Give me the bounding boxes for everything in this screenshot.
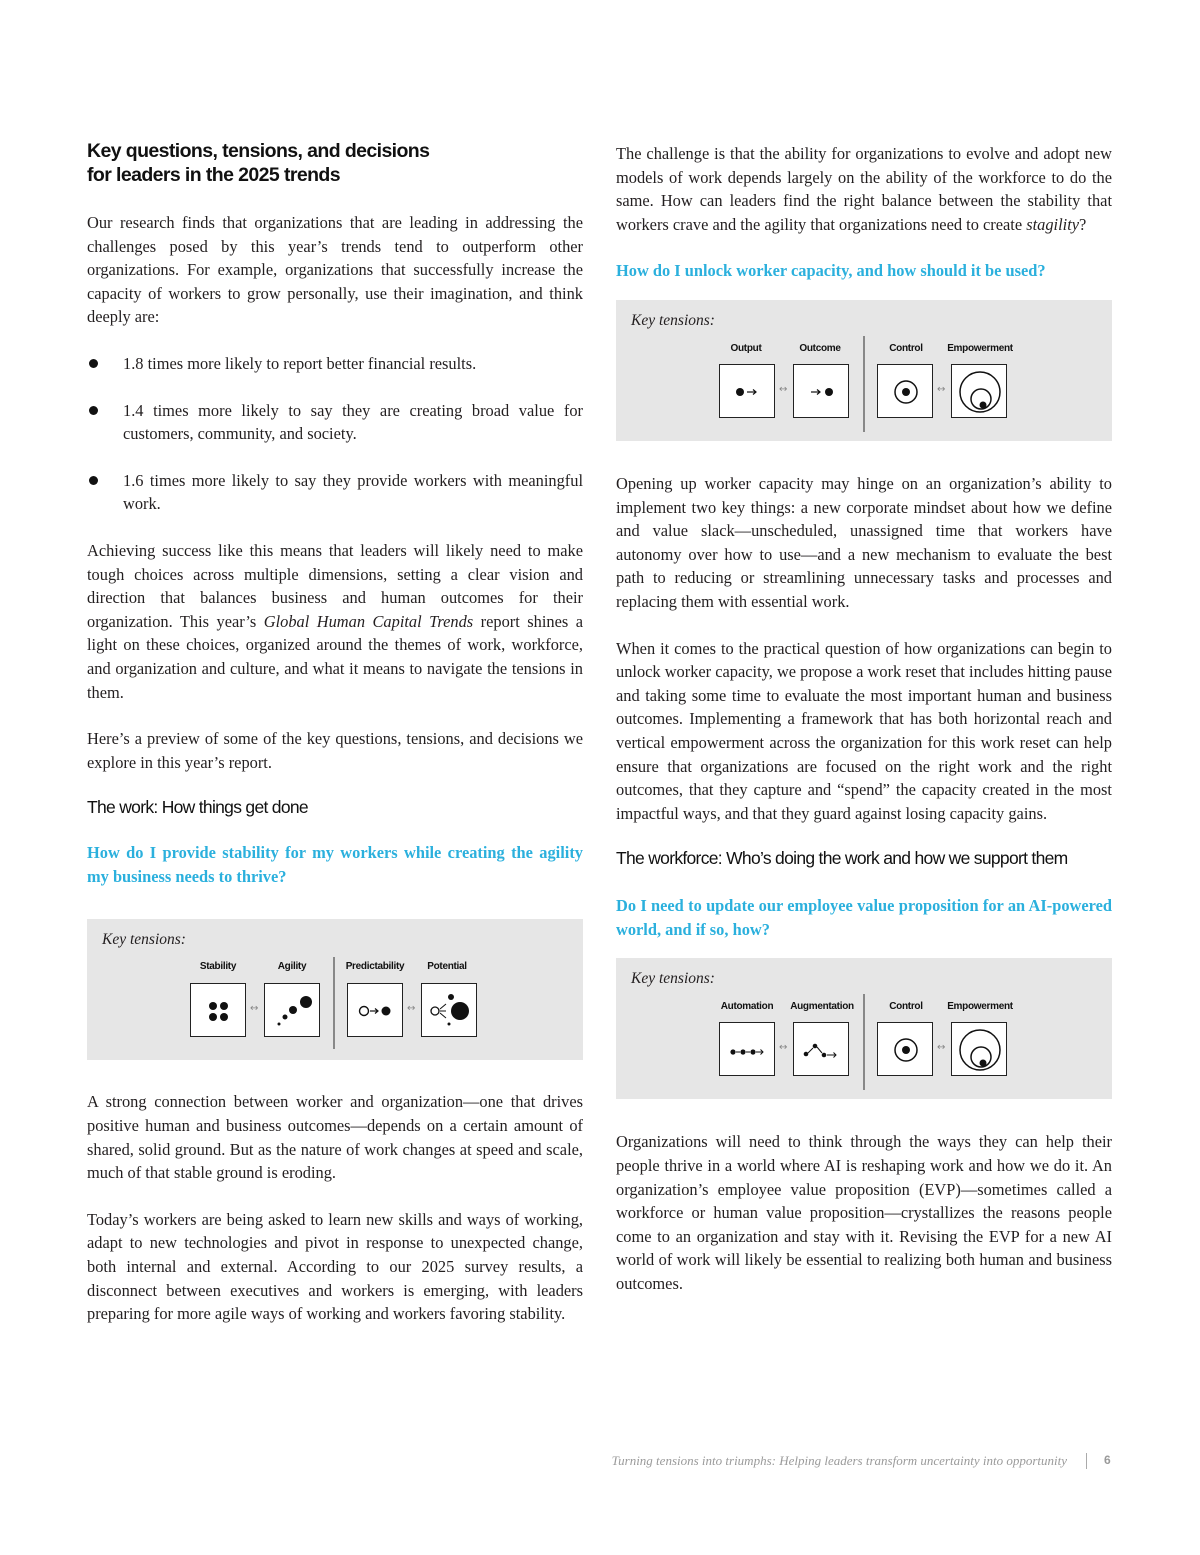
key-question: How do I provide stability for my workers while creating the agility my business needs to thrive? (87, 843, 583, 886)
tension-arrow-icon: ↔ (407, 1003, 416, 1015)
control-icon (877, 364, 933, 418)
left-column (87, 140, 583, 1326)
augmentation-icon (793, 1022, 849, 1076)
key-tensions-panel (616, 958, 1112, 1099)
bullet-icon (89, 406, 98, 415)
tension-label: Stability (199, 961, 237, 973)
tension-arrow-icon: ↔ (779, 383, 788, 395)
potential-icon (421, 983, 477, 1037)
panel-title: Key tensions: (102, 931, 186, 949)
empowerment-icon (951, 1022, 1007, 1076)
footer-title: Turning tensions into triumphs: Helping leaders transform uncertainty into opportunity (611, 1453, 1067, 1468)
bullet-icon (89, 359, 98, 368)
panel-title: Key tensions: (631, 311, 715, 329)
output-icon (719, 364, 775, 418)
key-tensions-panel (616, 300, 1112, 441)
automation-icon (719, 1022, 775, 1076)
footer-divider (1086, 1453, 1087, 1469)
tension-arrow-icon: ↔ (937, 383, 946, 395)
tension-label: Agility (277, 961, 307, 973)
body-paragraph: Today’s workers are being asked to learn new skills and ways of working, adapt to new technologies and pivot in response to unexpected change, both internal and external. According to our 2025 survey results, a disconnect between executives and workers is emerging, with leaders preparing for more agile ways of working and workers favoring stability. (87, 1209, 583, 1324)
agility-icon (264, 983, 320, 1037)
list-item: 1.4 times more likely to say they are creating broad value for customers, community, and society. (87, 399, 583, 446)
tension-label: Control (889, 1001, 923, 1013)
list-item: 1.6 times more likely to say they provide workers with meaningful work. (87, 469, 583, 516)
intro-paragraph: Our research finds that organizations that are leading in addressing the challenges posed by this year’s trends tend to outperform other organizations. For example, organizations that successfully increase the capacity of workers to grow personally, use their imagination, and think deeply are: (87, 213, 583, 327)
body-paragraph: Opening up worker capacity may hinge on an organization’s ability to implement two key things: a new corporate mindset about how we define and value slack—unscheduled, unassigned time that workers have autonomy over how to use—and a new mechanism to evaluate the best path to reducing or streamlining unnecessary tasks and processes and replacing them with essential work. (616, 473, 1112, 611)
bullet-icon (89, 476, 98, 485)
section-heading: Key questions, tensions, and decisions for leaders in the 2025 trends (87, 140, 430, 186)
body-paragraph: The challenge is that the ability for organizations to evolve and adopt new models of work depends largely on the ability of the workforce to do the same. How can leaders find the right balance between the stability that workers crave and the agility that organizations need to create stagility? (616, 144, 1112, 234)
tension-label: Augmentation (790, 1001, 854, 1013)
body-paragraph: Organizations will need to think through the ways they can help their people thrive in a world where AI is reshaping work and how we do it. An organization’s employee value proposition (EVP)—sometimes called a workforce or human value proposition—crystallizes the reasons people come to an organization and stay with it. Revising the EVP for a new AI world of work will likely be essential to realizing both human and business outcomes. (616, 1132, 1112, 1294)
tension-arrow-icon: ↔ (250, 1003, 259, 1015)
empowerment-icon (951, 364, 1007, 418)
key-tensions-panel (87, 919, 583, 1060)
page-number: 6 (1104, 1453, 1111, 1467)
tension-arrow-icon: ↔ (937, 1042, 946, 1054)
divider (863, 994, 865, 1090)
tension-label: Outcome (799, 342, 841, 354)
stats-list (87, 352, 583, 516)
body-paragraph: A strong connection between worker and organization—one that drives positive human and business outcomes—depends on a certain amount of shared, solid ground. But as the nature of work changes at speed and scale, much of that stable ground is eroding. (87, 1092, 583, 1183)
subsection-heading: The work: How things get done (87, 797, 308, 818)
tension-label: Potential (427, 961, 467, 973)
tension-label: Empowerment (947, 1001, 1013, 1013)
outcome-icon (793, 364, 849, 418)
key-question: Do I need to update our employee value proposition for an AI-powered world, and if so, how? (616, 896, 1112, 939)
subsection-heading: The workforce: Who’s doing the work and how we support them (616, 848, 1068, 869)
tension-label: Output (730, 342, 762, 354)
key-question: How do I unlock worker capacity, and how should it be used? (616, 261, 1046, 281)
list-item: 1.8 times more likely to report better financial results. (87, 352, 583, 376)
tension-label: Predictability (345, 961, 405, 973)
body-paragraph: Achieving success like this means that leaders will likely need to make tough choices across multiple dimensions, setting a clear vision and direction that balances business and human outcomes for their organization. This year’s Global Human Capital Trends report shines a light on these choices, organized around the themes of work, workforce, and organization and culture, and what it means to navigate the tensions in them. (87, 540, 584, 702)
right-column (616, 140, 1112, 1296)
divider (863, 336, 865, 432)
body-paragraph: When it comes to the practical question of how organizations can begin to unlock worker capacity, we propose a work reset that includes hitting pause and taking some time to evaluate the most important human and business outcomes. Implementing a framework that has both horizontal reach and vertical empowerment across the organization for this work reset can help ensure that organizations are focused on the right work and the right outcomes, that they capture and “spend” the capacity created in the most impactful ways, and that they guard against losing capacity gains. (616, 638, 1112, 823)
body-paragraph: Here’s a preview of some of the key questions, tensions, and decisions we explore in this year’s report. (87, 729, 583, 772)
predictability-icon (347, 983, 403, 1037)
tension-label: Empowerment (947, 342, 1013, 354)
divider (333, 957, 335, 1049)
tension-label: Control (889, 342, 923, 354)
panel-title: Key tensions: (631, 970, 715, 988)
tension-arrow-icon: ↔ (779, 1042, 788, 1054)
stability-icon (190, 983, 246, 1037)
tension-label: Automation (720, 1001, 774, 1013)
control-icon (877, 1022, 933, 1076)
